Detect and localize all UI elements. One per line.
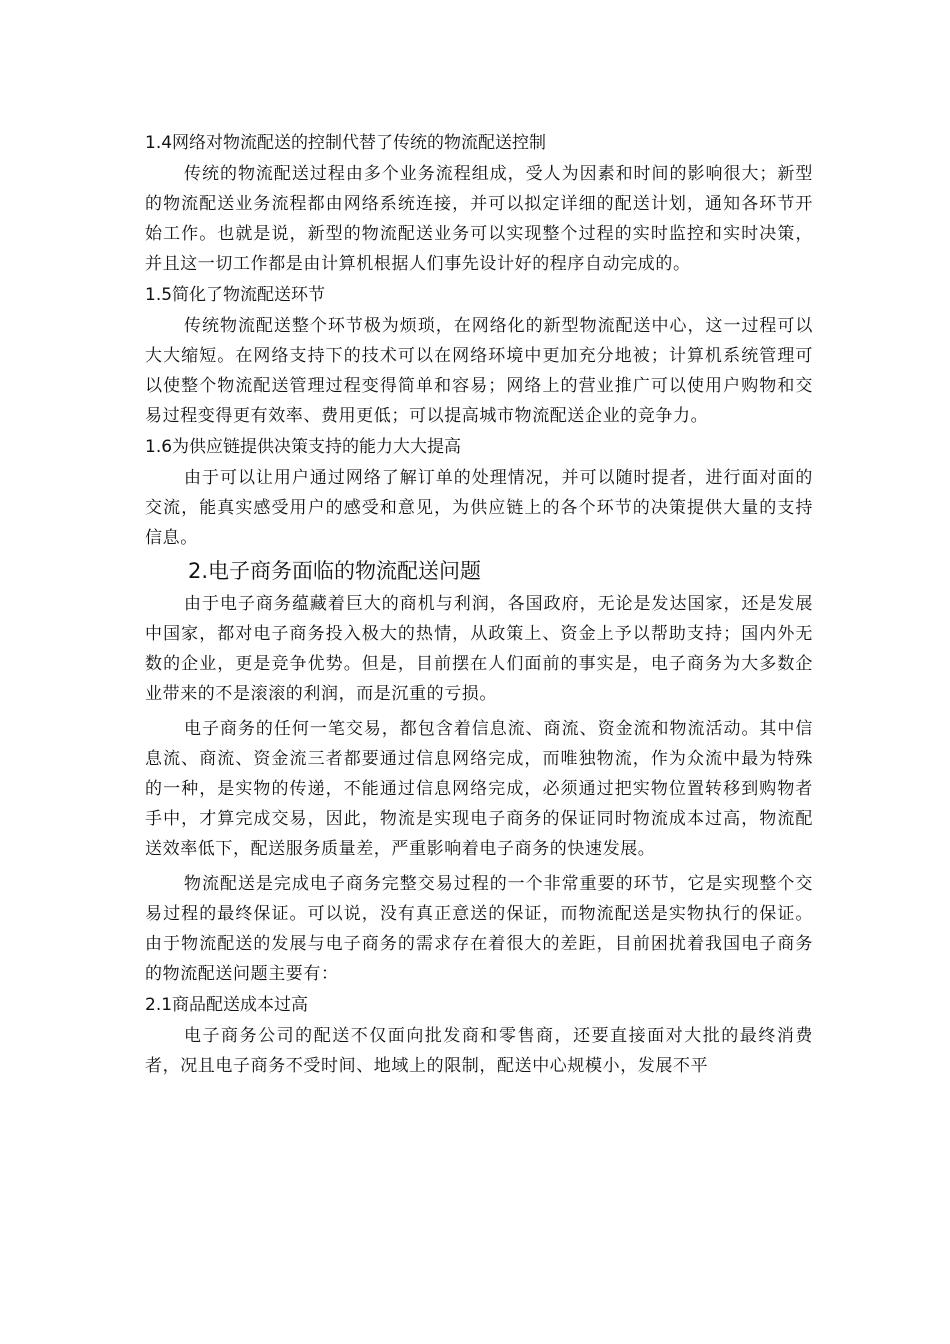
paragraph: 电子商务公司的配送不仅面向批发商和零售商，还要直接面对大批的最终消费者，况且电子商务不受时间、地域上的限制，配送中心规模小，发展不平 [145,1026,813,1076]
section-heading-1-6: 1.6为供应链提供决策支持的能力大大提高 [145,437,462,457]
paragraph: 电子商务的任何一笔交易，都包含着信息流、商流、资金流和物流活动。其中信息流、商流、资金流三者都要通过信息网络完成，而唯独物流，作为众流中最为特殊的一种，是实物的传递，不能通过信息网络完成，必须通过把实物位置转移到购物者手中，才算完成交易，因此，物流是实现电子商务的保证同时物流成本过高，物流配送效率低下，配送服务质量差，严重影响着电子商务的快速发展。 [145,719,813,859]
paragraph: 物流配送是完成电子商务完整交易过程的一个非常重要的环节，它是实现整个交易过程的最终保证。可以说，没有真正意送的保证，而物流配送是实物执行的保证。由于物流配送的发展与电子商务的需求存在着很大的差距，目前困扰着我国电子商务的物流配送问题主要有： [145,874,813,984]
paragraph: 传统物流配送整个环节极为烦琐，在网络化的新型物流配送中心，这一过程可以大大缩短。在网络支持下的技术可以在网络环境中更加充分地被；计算机系统管理可以使整个物流配送管理过程变得简单和容易；网络上的营业推广可以使用户购物和交易过程变得更有效率、费用更低；可以提高城市物流配送企业的竞争力。 [145,316,813,426]
paragraph: 传统的物流配送过程由多个业务流程组成，受人为因素和时间的影响很大；新型的物流配送业务流程都由网络系统连接，并可以拟定详细的配送计划，通知各环节开始工作。也就是说，新型的物流配送业务可以实现整个过程的实时监控和实时决策，并且这一切工作都是由计算机根据人们事先设计好的程序自动完成的。 [145,164,813,274]
section-heading-1-4: 1.4网络对物流配送的控制代替了传统的物流配送控制 [145,133,547,153]
chapter-heading-2: 2.电子商务面临的物流配送问题 [188,559,482,583]
section-heading-2-1: 2.1商品配送成本过高 [145,995,309,1015]
paragraph: 由于电子商务蕴藏着巨大的商机与利润，各国政府，无论是发达国家，还是发展中国家，都对电子商务投入极大的热情，从政策上、资金上予以帮助支持；国内外无数的企业，更是竞争优势。但是，目前摆在人们面前的事实是，电子商务为大多数企业带来的不是滚滚的利润，而是沉重的亏损。 [145,594,813,704]
document-body [145,132,813,1081]
section-heading-1-5: 1.5简化了物流配送环节 [145,285,326,305]
paragraph: 由于可以让用户通过网络了解订单的处理情况，并可以随时提者，进行面对面的交流，能真实感受用户的感受和意见，为供应链上的各个环节的决策提供大量的支持信息。 [145,468,813,548]
